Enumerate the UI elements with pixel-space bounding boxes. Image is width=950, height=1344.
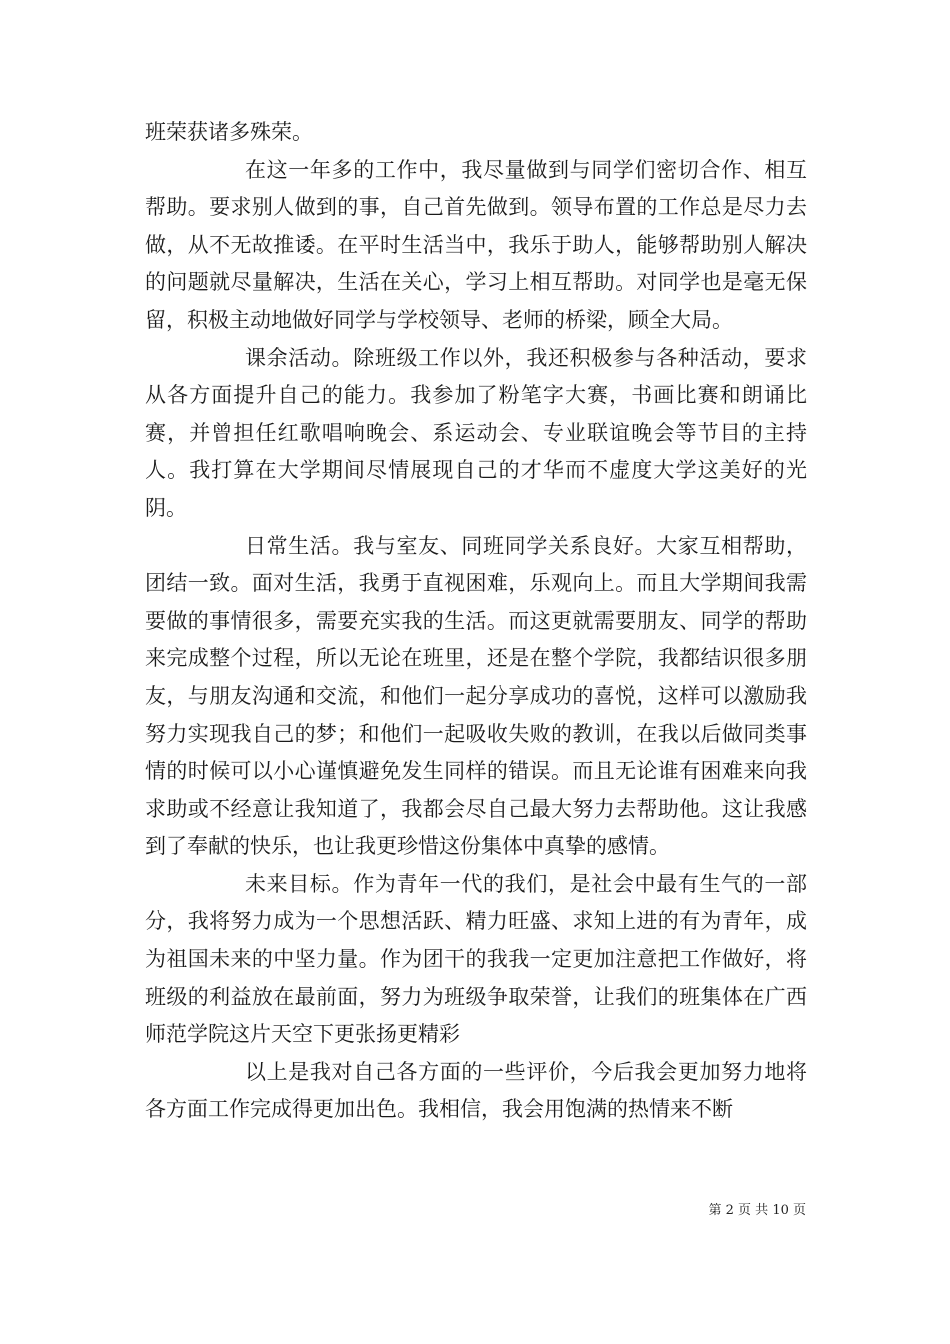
paragraph-6: 以上是我对自己各方面的一些评价，今后我会更加努力地将各方面工作完成得更加出色。我相信，我会用饱满的热情来不断 bbox=[145, 1059, 807, 1122]
paragraph-1: 班荣获诸多殊荣。 bbox=[145, 120, 313, 144]
paragraph-4: 日常生活。我与室友、同班同学关系良好。大家互相帮助，团结一致。面对生活，我勇于直视困难，乐观向上。而且大学期间我需要做的事情很多，需要充实我的生活。而这更就需要朋友、同学的帮助来完成整个过程，所以无论在班里，还是在整个学院，我都结识很多朋友，与朋友沟通和交流，和他们一起分享成功的喜悦，这样可以激励我努力实现我自己的梦；和他们一起吸收失败的教训，在我以后做同类事情的时候可以小心谨慎避免发生同样的错误。而且无论谁有困难来向我求助或不经意让我知道了，我都会尽自己最大努力去帮助他。这让我感到了奉献的快乐，也让我更珍惜这份集体中真挚的感情。 bbox=[145, 533, 807, 859]
paragraph-2: 在这一年多的工作中，我尽量做到与同学们密切合作、相互帮助。要求别人做到的事，自己首先做到。领导布置的工作总是尽力去做，从不无故推诿。在平时生活当中，我乐于助人，能够帮助别人解决的问题就尽量解决，生活在关心，学习上相互帮助。对同学也是毫无保留，积极主动地做好同学与学校领导、老师的桥梁，顾全大局。 bbox=[145, 157, 807, 332]
document-body bbox=[145, 114, 807, 1129]
page-number-footer: 第 2 页 共 10 页 bbox=[708, 1203, 806, 1218]
paragraph-3: 课余活动。除班级工作以外，我还积极参与各种活动，要求从各方面提升自己的能力。我参加了粉笔字大赛，书画比赛和朗诵比赛，并曾担任红歌唱响晚会、系运动会、专业联谊晚会等节目的主持人。我打算在大学期间尽情展现自己的才华而不虚度大学这美好的光阴。 bbox=[145, 345, 807, 520]
paragraph-5: 未来目标。作为青年一代的我们，是社会中最有生气的一部分，我将努力成为一个思想活跃、精力旺盛、求知上进的有为青年，成为祖国未来的中坚力量。作为团干的我我一定更加注意把工作做好，将班级的利益放在最前面，努力为班级争取荣誉，让我们的班集体在广西师范学院这片天空下更张扬更精彩 bbox=[145, 871, 807, 1047]
